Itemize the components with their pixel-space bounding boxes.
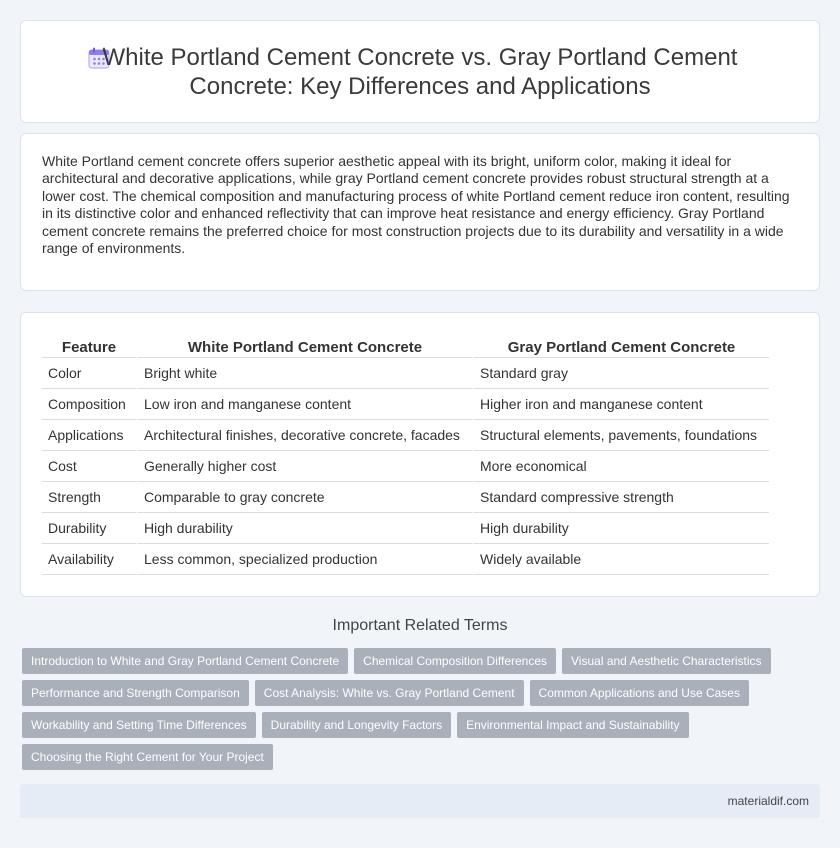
white-cell: Bright white <box>136 358 472 389</box>
table-row <box>42 482 769 513</box>
table-row <box>42 389 769 420</box>
gray-cell: Standard compressive strength <box>472 482 769 513</box>
feature-cell: Color <box>42 358 136 389</box>
table-row <box>42 420 769 451</box>
white-cell: Low iron and manganese content <box>136 389 472 420</box>
related-term-tag[interactable]: Chemical Composition Differences <box>354 648 556 674</box>
feature-cell: Strength <box>42 482 136 513</box>
related-term-tag[interactable]: Choosing the Right Cement for Your Project <box>22 744 273 770</box>
header-card <box>20 20 820 123</box>
white-cell: Architectural finishes, decorative concrete, facades <box>136 420 472 451</box>
related-term-tag[interactable]: Durability and Longevity Factors <box>262 712 451 738</box>
feature-cell: Applications <box>42 420 136 451</box>
table-row <box>42 544 769 575</box>
related-term-tag[interactable]: Performance and Strength Comparison <box>22 680 249 706</box>
column-header-feature: Feature <box>42 336 136 358</box>
related-term-tag[interactable]: Common Applications and Use Cases <box>530 680 749 706</box>
related-term-tag[interactable]: Visual and Aesthetic Characteristics <box>562 648 771 674</box>
feature-cell: Availability <box>42 544 136 575</box>
gray-cell: Higher iron and manganese content <box>472 389 769 420</box>
related-terms-list <box>22 648 822 776</box>
comparison-table <box>42 336 769 575</box>
related-term-tag[interactable]: Environmental Impact and Sustainability <box>457 712 688 738</box>
white-cell: Generally higher cost <box>136 451 472 482</box>
related-term-tag[interactable]: Workability and Setting Time Differences <box>22 712 256 738</box>
table-row <box>42 358 769 389</box>
gray-cell: Standard gray <box>472 358 769 389</box>
intro-card <box>20 133 820 291</box>
white-cell: Less common, specialized production <box>136 544 472 575</box>
table-row <box>42 513 769 544</box>
column-header-white: White Portland Cement Concrete <box>136 336 472 358</box>
gray-cell: Structural elements, pavements, foundations <box>472 420 769 451</box>
related-term-tag[interactable]: Cost Analysis: White vs. Gray Portland Cement <box>255 680 524 706</box>
gray-cell: Widely available <box>472 544 769 575</box>
white-cell: High durability <box>136 513 472 544</box>
feature-cell: Durability <box>42 513 136 544</box>
comparison-table-card <box>20 312 820 597</box>
page-title: White Portland Cement Concrete vs. Gray Portland Cement Concrete: Key Differences and Applications <box>102 44 738 100</box>
related-term-tag[interactable]: Introduction to White and Gray Portland Cement Concrete <box>22 648 348 674</box>
table-row <box>42 451 769 482</box>
gray-cell: More economical <box>472 451 769 482</box>
white-cell: Comparable to gray concrete <box>136 482 472 513</box>
feature-cell: Composition <box>42 389 136 420</box>
table-header-row <box>42 336 769 358</box>
gray-cell: High durability <box>472 513 769 544</box>
footer <box>20 784 820 818</box>
related-terms-title: Important Related Terms <box>332 617 508 634</box>
feature-cell: Cost <box>42 451 136 482</box>
intro-paragraph: White Portland cement concrete offers superior aesthetic appeal with its bright, uniform color, making it ideal for architectural and decorative applications, while gray Portland cement concrete provides robust structural strength at a lower cost. The chemical composition and manufacturing process of white Portland cement reduce iron content, resulting in its distinctive color and enhanced reflectivity that can improve heat resistance and energy efficiency. Gray Portland cement concrete remains the preferred choice for most construction projects due to its durability and versatility in a wide range of environments. <box>42 153 790 257</box>
footer-site-link[interactable]: materialdif.com <box>727 794 809 808</box>
column-header-gray: Gray Portland Cement Concrete <box>472 336 769 358</box>
